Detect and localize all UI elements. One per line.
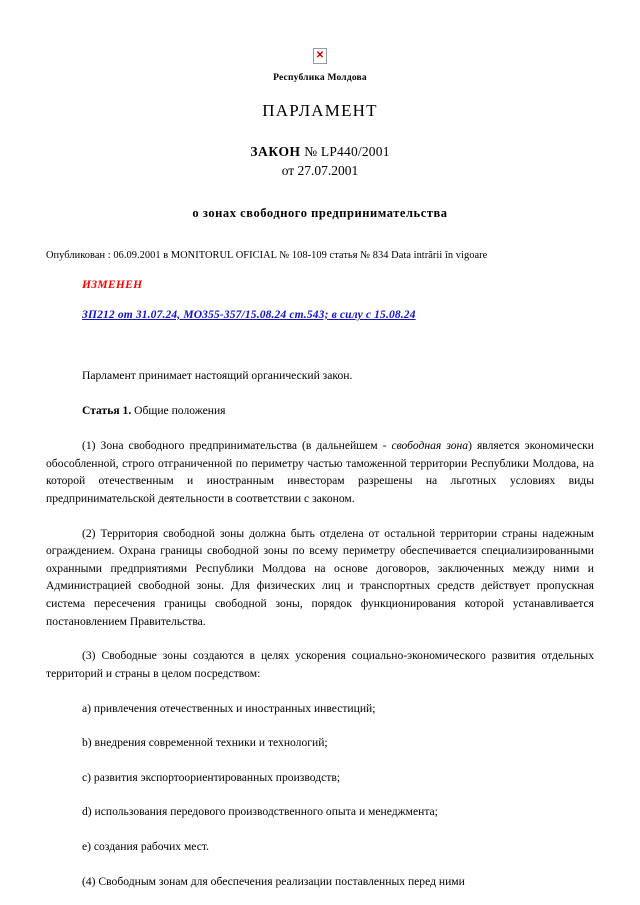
broken-image-icon xyxy=(313,48,327,64)
list-item: c) развития экспортоориентированных производств; xyxy=(82,770,341,784)
paragraph-3-marker: (3) xyxy=(82,649,96,663)
paragraph-2 xyxy=(46,525,594,631)
document-header xyxy=(46,0,594,221)
article-heading xyxy=(82,402,594,420)
page-title: о зонах свободного предпринимательства xyxy=(192,206,448,220)
institution-name: ПАРЛАМЕНТ xyxy=(262,101,378,120)
list-item: e) создания рабочих мест. xyxy=(82,839,209,853)
law-heading xyxy=(46,144,594,160)
article-number: Статья 1. xyxy=(82,403,132,417)
paragraph-1-emphasis: свободная зона xyxy=(391,439,469,453)
broken-image-x-glyph: ✕ xyxy=(315,50,325,62)
status-badge-amended: ИЗМЕНЕН xyxy=(82,279,143,291)
law-date: от 27.07.2001 xyxy=(281,163,359,178)
list-item: a) привлечения отечественных и иностранных инвестиций; xyxy=(82,701,376,715)
paragraph-4-text: Свободным зонам для обеспечения реализации поставленных перед ними xyxy=(95,874,465,888)
paragraph-1 xyxy=(46,437,594,507)
paragraph-2-text: Территория свободной зоны должна быть отделена от остальной территории страны надежным ограждением. Охрана границы свободной зоны по всему периметру обеспечивается специализированными охранными предприятиями Республики Молдова на основе договоров, заключенных между ними и Администрацией свободной зоны. Для физических лиц и транспортных средств действует пропускная система пересечения границы свободной зоны, порядок функционирования которой устанавливается постановлением Правительства. xyxy=(46,526,594,628)
paragraph-3-text: Свободные зоны создаются в целях ускорения социально-экономического развития отдельных территорий и страны в целом посредством: xyxy=(46,649,594,680)
enumerated-list xyxy=(46,700,594,856)
paragraph-4 xyxy=(46,873,594,891)
paragraph-2-marker: (2) xyxy=(82,526,96,540)
paragraph-1-post: ) является экономически обособленной, строго отграниченной по периметру частью таможенной территории Республики Молдова, на которой отечественным и иностранным инвесторам разрешены на льготных условиях виды предпринимательской деятельности в соответствии с законом. xyxy=(46,439,594,506)
republic-name: Республика Молдова xyxy=(273,73,367,83)
list-item: b) внедрения современной техники и технологий; xyxy=(82,736,328,750)
intro-paragraph: Парламент принимает настоящий органический закон. xyxy=(82,369,353,382)
publication-info: Опубликован : 06.09.2001 в MONITORUL OFICIAL № 108-109 статья № 834 Data intrării în vigoare xyxy=(46,250,488,261)
amendment-link[interactable]: ЗП212 от 31.07.24, МО355-357/15.08.24 ст.543; в силу с 15.08.24 xyxy=(82,309,416,321)
document-body xyxy=(46,367,594,890)
paragraph-3 xyxy=(46,647,594,682)
law-number: № LP440/2001 xyxy=(304,144,390,159)
paragraph-4-marker: (4) xyxy=(82,874,96,888)
paragraph-1-pre: Зона свободного предпринимательства (в дальнейшем - xyxy=(95,439,392,453)
law-word: ЗАКОН xyxy=(250,144,301,159)
article-title: Общие положения xyxy=(134,403,226,417)
paragraph-1-marker: (1) xyxy=(82,439,96,453)
list-item: d) использования передового производственного опыта и менеджмента; xyxy=(82,805,438,819)
